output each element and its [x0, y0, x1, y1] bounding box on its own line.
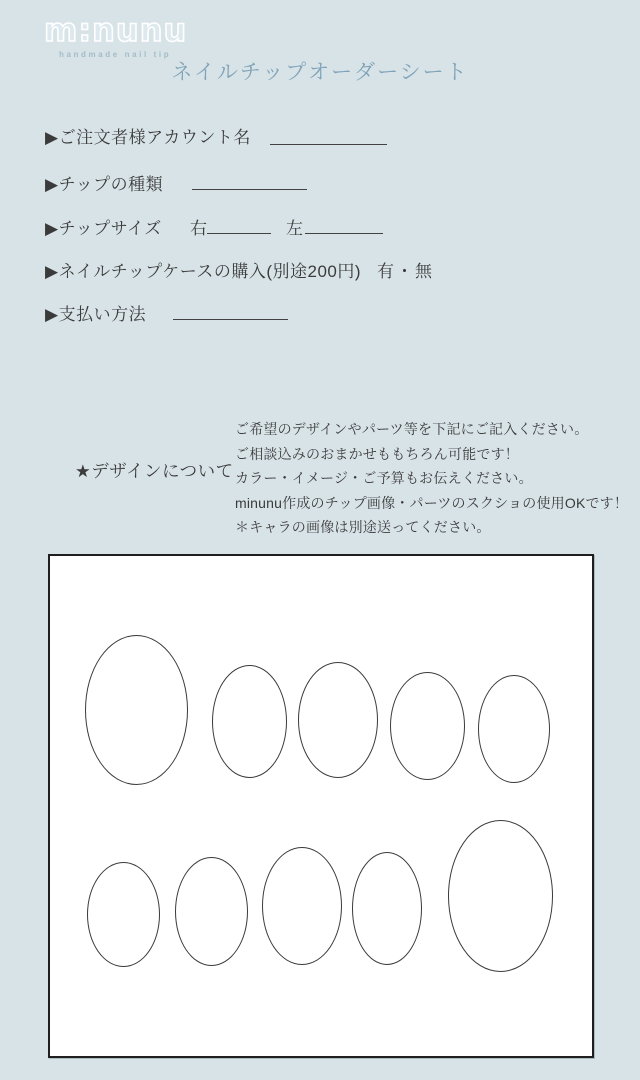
design-note-line: ＊キャラの画像は別途送ってください。 [235, 519, 491, 536]
brand-logo-tagline: handmade nail tip [59, 50, 172, 59]
nail-oval-top-row-pinky[interactable] [478, 675, 550, 783]
design-section-label: ★デザインについて [75, 461, 234, 481]
field-label-chip-case: ▶ネイルチップケースの購入(別途200円) [45, 262, 362, 281]
brand-logo [44, 11, 188, 59]
blank-payment-method[interactable] [173, 302, 288, 320]
nail-chart-canvas[interactable] [48, 554, 594, 1058]
nail-oval-bottom-row-middle[interactable] [262, 847, 342, 965]
label-right-hand: 右 [190, 219, 208, 238]
field-label-chip-type: ▶チップの種類 [45, 175, 164, 194]
field-label-account-name: ▶ご注文者様アカウント名 [45, 128, 251, 147]
brand-logo-text: m:nunu [44, 11, 188, 49]
design-note-line: ご相談込みのおまかせももちろん可能です！ [235, 445, 519, 462]
field-label-chip-size: ▶チップサイズ [45, 219, 162, 238]
nail-oval-top-row-ring[interactable] [390, 672, 465, 780]
design-note-line: ご希望のデザインやパーツ等を下記にご記入ください。 [235, 421, 589, 437]
nail-oval-bottom-row-index[interactable] [352, 852, 422, 965]
label-left-hand: 左 [286, 219, 304, 238]
blank-account-name[interactable] [270, 127, 387, 145]
blank-chip-type[interactable] [192, 172, 307, 190]
nail-oval-top-row-thumb[interactable] [85, 635, 188, 785]
nail-oval-bottom-row-ring[interactable] [175, 857, 248, 966]
blank-size-left[interactable] [305, 216, 383, 234]
blank-size-right[interactable] [207, 216, 271, 234]
design-note-line: カラー・イメージ・ご予算もお伝えください。 [235, 470, 533, 487]
chip-case-options-yes-no[interactable]: 有・無 [377, 262, 434, 281]
nail-oval-bottom-row-pinky[interactable] [87, 862, 160, 967]
nail-oval-bottom-row-thumb[interactable] [448, 820, 553, 972]
page-title: ネイルチップオーダーシート [171, 61, 469, 84]
nail-oval-top-row-index[interactable] [212, 665, 287, 778]
design-note-line: minunu作成のチップ画像・パーツのスクショの使用OKです！ [235, 494, 629, 511]
nail-oval-top-row-middle[interactable] [298, 662, 378, 778]
field-label-payment-method: ▶支払い方法 [45, 305, 147, 324]
design-notes [235, 417, 628, 540]
